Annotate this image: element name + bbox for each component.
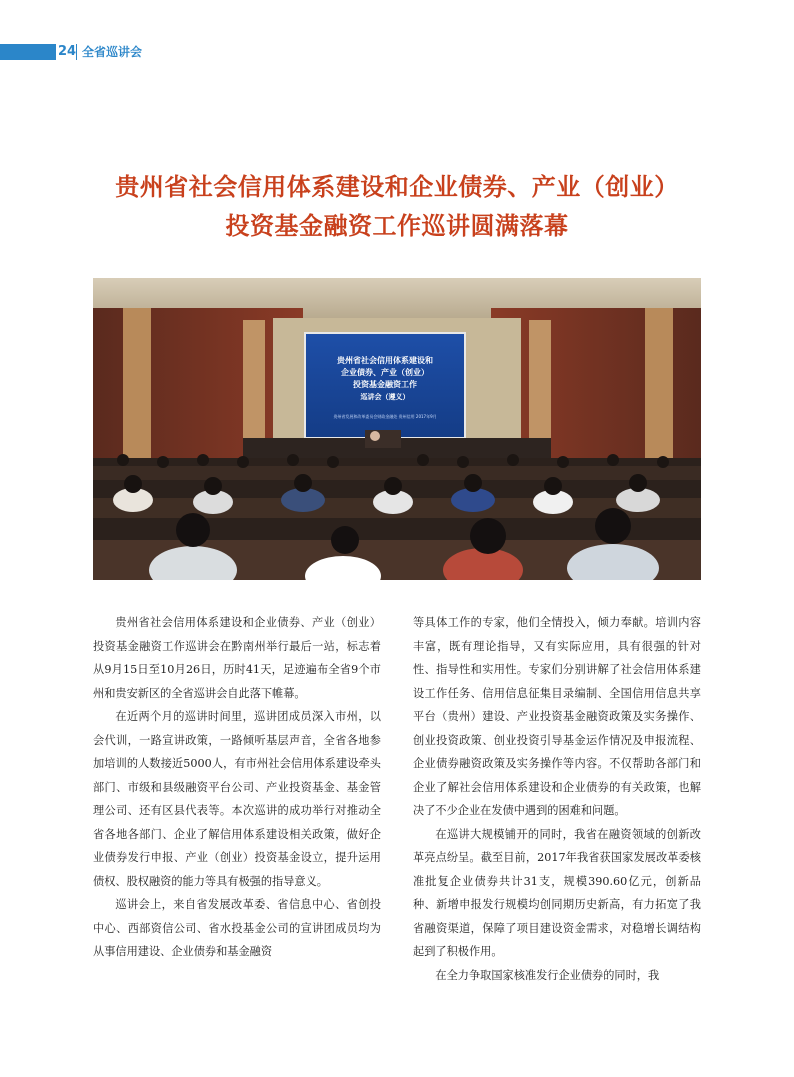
podium (365, 430, 401, 448)
slide-line: 巡讲会（遵义） (360, 393, 410, 401)
pillar (123, 308, 151, 468)
body-paragraph: 贵州省社会信用体系建设和企业债券、产业（创业）投资基金融资工作巡讲会在黔南州举行最后一站，标志着从9月15日至10月26日，历时41天，足迹遍布全省9个市州和贵安新区的全省巡讲会自此落下帷幕。 (93, 616, 381, 700)
body-paragraph-continued: 等具体工作的专家，他们全情投入，倾力奉献。培训内容丰富，既有理论指导，又有实际应用，具有很强的针对性、指导性和实用性。专家们分别讲解了社会信用体系建设工作任务、信用信息征集目录编制、全国信用信息共享平台（贵州）建设、产业投资基金融资政策及实务操作、创业投资政策、创业投资引导基金运作情况及申报流程、企业债券融资政策及实务操作等内容。不仅帮助各部门和企业了解社会信用体系建设和企业债券的有关政策，也解决了不少企业在发债中遇到的困难和问题。 (413, 616, 701, 817)
speaker (370, 431, 380, 441)
page-number: 24 (58, 44, 77, 59)
body-column-right (413, 611, 701, 987)
section-name: 全省巡讲会 (82, 45, 143, 59)
slide-line: 投资基金融资工作 (353, 380, 417, 389)
slide-footer: 贵州省发展和改革委员会财政金融处 贵州信用 2017年9月 (333, 414, 437, 419)
header-color-band (0, 44, 56, 60)
body-paragraph: 在近两个月的巡讲时间里，巡讲团成员深入市州，以会代训，一路宣讲政策，一路倾听基层声音，全省各地参加培训的人数接近5000人，有市州社会信用体系建设牵头部门、市级和县级融资平台公司、产业投资基金、基金管理公司、还有区县代表等。本次巡讲的成功举行对推动全省各地各部门、企业了解信用体系建设相关政策，做好企业债券发行申报、产业（创业）投资基金设立，提升运用债权、股权融资的能力等具有极强的指导意义。 (93, 710, 381, 888)
conference-photo (93, 278, 701, 580)
pillar (645, 308, 673, 468)
article-title-line2: 投资基金融资工作巡讲圆满落幕 (225, 212, 569, 240)
body-paragraph: 在全力争取国家核准发行企业债券的同时，我 (435, 968, 660, 982)
slide-line: 贵州省社会信用体系建设和 (337, 356, 433, 365)
body-column-left (93, 611, 381, 964)
article-title-line1: 贵州省社会信用体系建设和企业债券、产业（创业） (115, 173, 679, 201)
body-paragraph: 巡讲会上，来自省发展改革委、省信息中心、省创投中心、西部资信公司、省水投基金公司的宣讲团成员均为从事信用建设、企业债券和基金融资 (93, 898, 381, 958)
slide-line: 企业债券、产业（创业） (341, 368, 429, 377)
conference-scene (93, 278, 701, 580)
header-divider (76, 44, 77, 60)
body-paragraph: 在巡讲大规模铺开的同时，我省在融资领域的创新改革亮点纷呈。截至目前，2017年我省获国家发展改革委核准批复企业债券共计31支，规模390.60亿元，创新品种、新增申报发行规模均创同期历史新高，有力拓宽了我省融资渠道，保障了项目建设资金需求，对稳增长调结构起到了积极作用。 (413, 827, 701, 958)
